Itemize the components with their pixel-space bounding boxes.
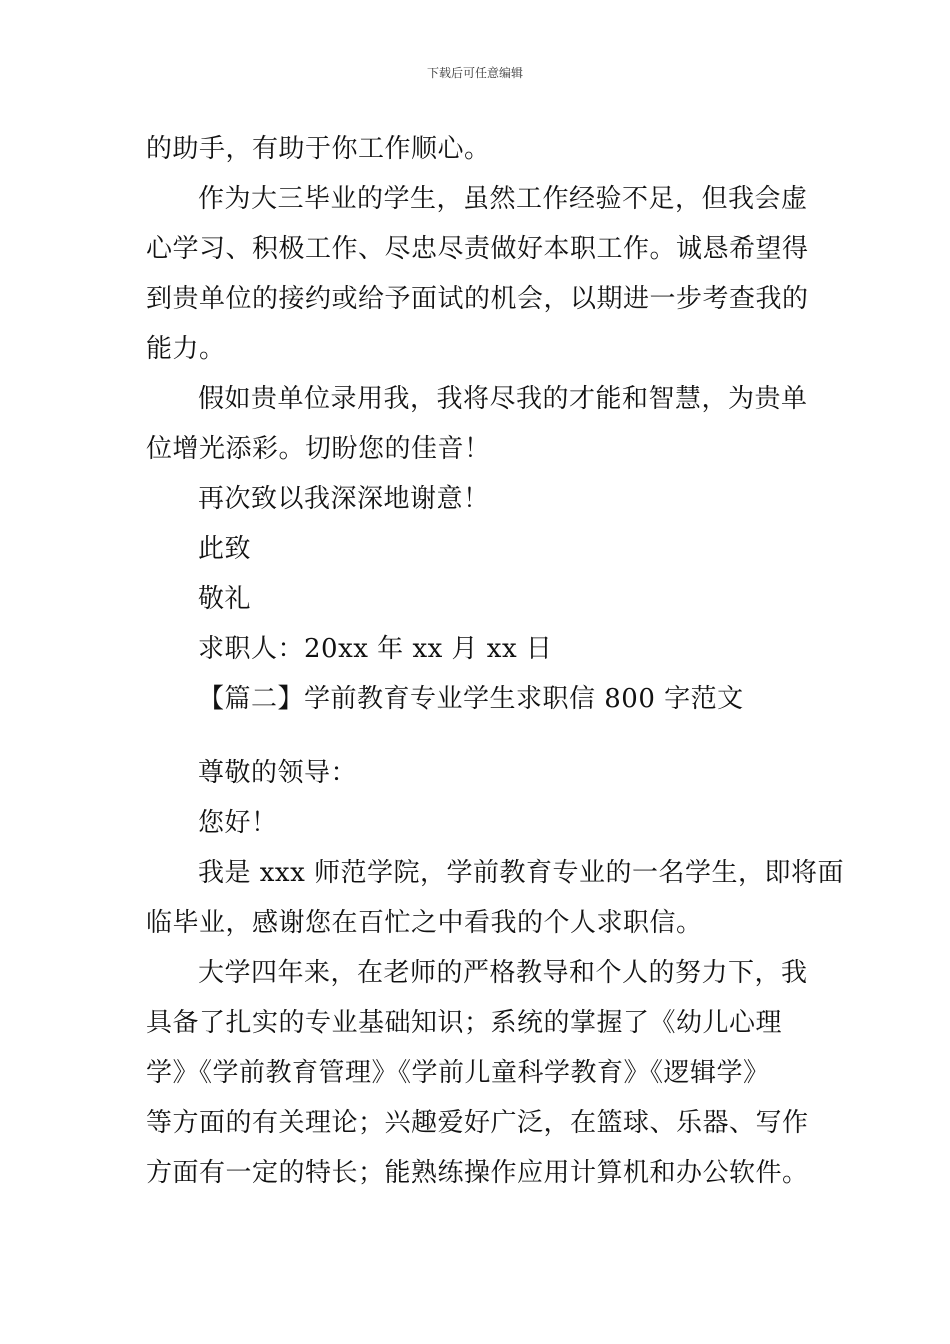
text-line: 能力。 bbox=[146, 334, 226, 364]
text-line: 心学习、积极工作、尽忠尽责做好本职工作。诚恳希望得 bbox=[146, 234, 809, 264]
text-line: 大学四年来，在老师的严格教导和个人的努力下，我 bbox=[198, 958, 808, 988]
section-gap bbox=[146, 724, 810, 748]
text-line: 等方面的有关理论；兴趣爱好广泛，在篮球、乐器、写作 bbox=[146, 1108, 809, 1138]
text-line: 您好！ bbox=[198, 808, 278, 838]
text-line: 到贵单位的接约或给予面试的机会，以期进一步考查我的 bbox=[146, 284, 809, 314]
text-line: 临毕业，感谢您在百忙之中看我的个人求职信。 bbox=[146, 908, 703, 938]
text-line: 再次致以我深深地谢意！ bbox=[198, 484, 490, 514]
text-line: 假如贵单位录用我，我将尽我的才能和智慧，为贵单 bbox=[198, 384, 808, 414]
text-line: 此致 bbox=[198, 534, 252, 564]
page-header: 下载后可任意编辑 bbox=[426, 66, 523, 80]
text-line: 尊敬的领导： bbox=[198, 758, 358, 788]
text-line: 位增光添彩。切盼您的佳音！ bbox=[146, 434, 491, 464]
text-line: 方面有一定的特长；能熟练操作应用计算机和办公软件。 bbox=[146, 1158, 809, 1188]
text-line: 敬礼 bbox=[198, 584, 252, 614]
text-line: 【篇二】学前教育专业学生求职信 800 字范文 bbox=[198, 684, 744, 714]
text-line: 我是 xxx 师范学院，学前教育专业的一名学生，即将面 bbox=[198, 858, 845, 888]
document-body bbox=[146, 124, 845, 1198]
text-line: 的助手，有助于你工作顺心。 bbox=[146, 134, 491, 164]
text-line: 具备了扎实的专业基础知识；系统的掌握了《幼儿心理 bbox=[146, 1008, 783, 1038]
text-line: 学》《学前教育管理》《学前儿童科学教育》《逻辑学》 bbox=[146, 1058, 770, 1088]
text-line: 作为大三毕业的学生，虽然工作经验不足，但我会虚 bbox=[198, 184, 808, 214]
text-line: 求职人：20xx 年 xx 月 xx 日 bbox=[198, 634, 553, 664]
